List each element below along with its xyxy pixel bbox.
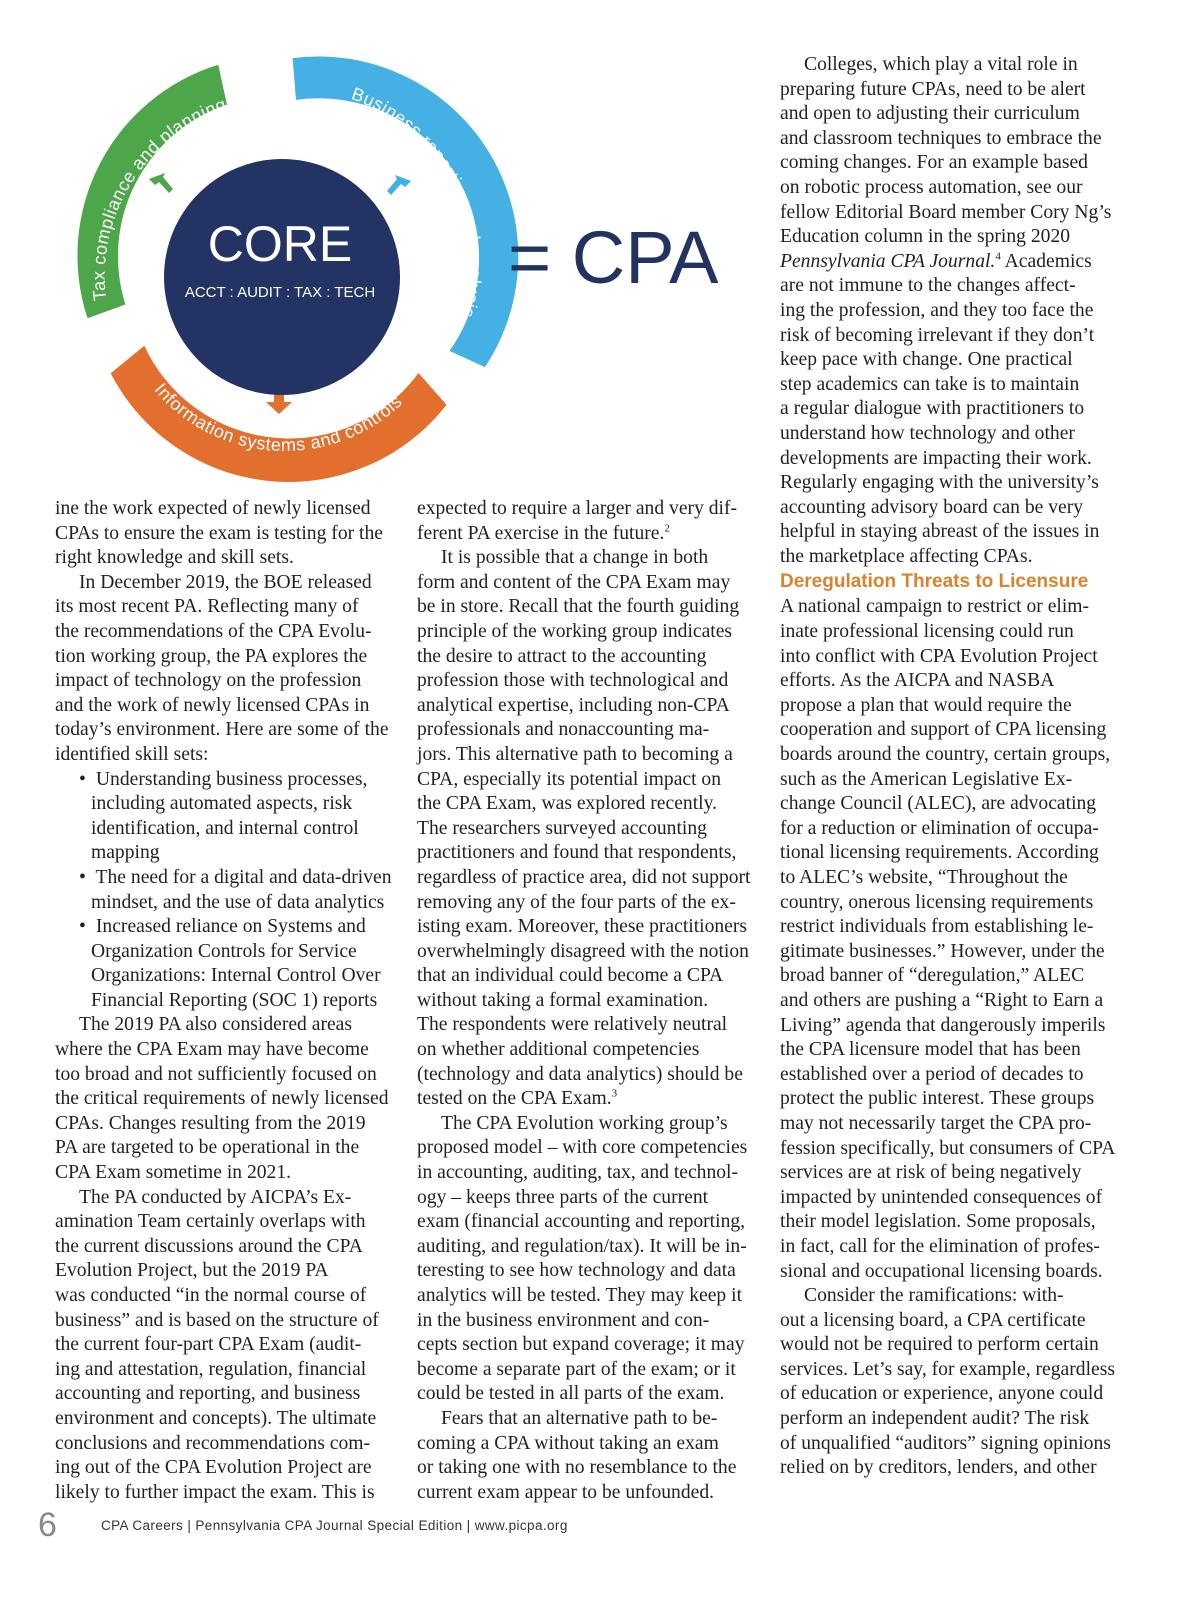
text-line: in fact, call for the elimination of profes- [780,1235,1100,1257]
text-line: to ALEC’s website, “Throughout the [780,867,1068,888]
text-line: established over a period of decades to [780,1063,1084,1085]
text-line: developments are impacting their work. [780,447,1092,469]
text-line: of education or experience, anyone could [780,1383,1104,1405]
text-line: right knowledge and skill sets. [55,547,294,569]
text-line: a regular dialogue with practitioners to [780,398,1085,420]
text-line: Fears that an alternative path to be- [441,1407,718,1429]
text-line: understand how technology and other [780,422,1075,444]
text-line: Colleges, which play a vital role in [804,54,1078,75]
text-line: Organization Controls for Service [91,940,357,962]
text-line: The researchers surveyed accounting [417,817,707,839]
text-line: PA are targeted to be operational in the [55,1137,360,1159]
text-line: form and content of the CPA Exam may [417,571,731,593]
text-line: protect the public interest. These groups [780,1088,1095,1110]
text-line: could be tested in all parts of the exam. [417,1383,725,1405]
text-line: CPAs to ensure the exam is testing for the [55,522,383,544]
text-line: conclusions and recommendations com- [55,1432,371,1454]
text-line: Academics [1000,250,1092,272]
text-line: likely to further impact the exam. This is [55,1481,375,1503]
text-line: exam (financial accounting and reporting, [417,1211,746,1233]
text-line: principle of the working group indicates [417,620,733,642]
page-number: 6 [38,1505,57,1544]
text-line: ine the work expected of newly licensed [55,498,371,519]
text-line: the current discussions around the CPA [55,1235,363,1257]
text-line: and others are pushing a “Right to Earn a [780,989,1104,1011]
text-line: Organizations: Internal Control Over [91,965,381,987]
text-line: preparing future CPAs, need to be alert [780,78,1086,100]
page-footer [38,1505,938,1545]
text-line: cooperation and support of CPA licensing [780,719,1107,741]
text-line: be in store. Recall that the fourth guiding [417,596,740,618]
text-line: environment and concepts). The ultimate [55,1407,377,1429]
text-line: Regularly engaging with the university’s [780,472,1099,494]
text-line: services. Let’s say, for example, regardless [780,1358,1115,1380]
text-line: too broad and not sufficiently focused on [55,1063,377,1085]
text-line: The CPA Evolution working group’s [441,1112,728,1134]
core-title: CORE [207,216,353,272]
text-line: the current four-part CPA Exam (audit- [55,1334,362,1356]
paragraph [55,571,405,768]
text-line: in the business environment and con- [417,1309,710,1331]
text-line: current exam appear to be unfounded. [417,1481,715,1503]
text-line: without taking a formal examination. [417,989,709,1011]
text-line: sional and occupational licensing boards. [780,1260,1103,1282]
list-item [55,768,405,866]
text-line: helpful in staying abreast of the issues in [780,521,1100,543]
text-line: perform an independent audit? The risk [780,1408,1090,1430]
text-line: keep pace with change. One practical [780,349,1073,371]
paragraph [55,1186,405,1506]
text-line: ferent PA exercise in the future. [417,522,665,544]
text-line: auditing, and regulation/tax). It will be in- [417,1235,747,1257]
text-line: the recommendations of the CPA Evolu- [55,620,372,642]
text-line: impact of technology on the profession [55,670,362,692]
text-line: Increased reliance on Systems and [95,916,366,938]
text-line: The 2019 PA also considered areas [79,1014,352,1036]
text-line: regardless of practice area, did not support [417,866,751,888]
text-line: boards around the country, certain groups, [780,744,1111,766]
paragraph [780,595,1130,1284]
text-line: impacted by unintended consequences of [780,1186,1103,1208]
text-line: Evolution Project, but the 2019 PA [55,1260,329,1282]
paragraph [780,53,1130,569]
arrow-icon-blue [387,175,411,195]
core-circle [164,159,400,395]
text-line: cepts section but expand coverage; it may [417,1334,745,1356]
section-heading: Deregulation Threats to Licensure [780,571,1089,593]
paragraph [55,1013,405,1185]
text-line: including automated aspects, risk [91,793,353,815]
text-line: and classroom techniques to embrace the [780,127,1102,149]
text-line: amination Team certainly overlaps with [55,1211,366,1233]
text-line: proposed model – with core competencies [417,1137,748,1159]
text-line: and open to adjusting their curriculum [780,103,1080,125]
text-line: become a separate part of the exam; or it [417,1358,736,1380]
text-line: the critical requirements of newly licensed [55,1088,389,1110]
text-line: practitioners and found that respondents, [417,842,737,864]
text-line: The need for a digital and data-driven [95,866,392,888]
text-line: today’s environment. Here are some of the [55,719,389,741]
footnote-ref: 2 [664,522,670,535]
text-line: (technology and data analytics) should be [417,1063,743,1085]
text-line: gitimate businesses.” However, under the [780,940,1105,962]
text-line: efforts. As the AICPA and NASBA [780,670,1055,692]
column-middle [417,497,762,1505]
text-line: out a licensing board, a CPA certificate [780,1309,1086,1331]
text-line: in accounting, auditing, tax, and technol- [417,1162,739,1184]
core-subtitle: ACCT : AUDIT : TAX : TECH [184,284,376,301]
text-line: for a reduction or elimination of occupa- [780,817,1099,839]
text-line: its most recent PA. Reflecting many of [55,596,359,618]
text-line: profession those with technological and [417,670,729,692]
text-line: mindset, and the use of data analytics [91,891,385,913]
text-line: overwhelmingly disagreed with the notion [417,940,749,962]
tax-compliance-label: Tax compliance and planning [88,93,229,302]
text-line: Living” agenda that dangerously imperils [780,1014,1106,1036]
text-line: of unqualified “auditors” signing opinions [780,1432,1111,1454]
text-line: Consider the ramifications: with- [804,1285,1064,1307]
text-line: Understanding business processes, [95,768,368,790]
text-line: fellow Editorial Board member Cory Ng’s [780,201,1112,223]
information-systems-label: Information systems and controls [150,379,406,456]
text-line: inate professional licensing could run [780,621,1074,643]
text-line: the CPA licensure model that has been [780,1039,1081,1061]
text-line: CPAs. Changes resulting from the 2019 [55,1112,366,1134]
text-line: fession specifically, but consumers of CPA [780,1137,1116,1159]
text-line: ing and attestation, regulation, financial [55,1358,367,1380]
text-line: the marketplace affecting CPAs. [780,545,1033,567]
text-line: into conflict with CPA Evolution Project [780,645,1098,667]
text-line: step academics can take is to maintain [780,373,1080,395]
text-line: accounting advisory board can be very [780,496,1084,518]
text-line: The PA conducted by AICPA’s Ex- [79,1186,352,1208]
text-line: risk of becoming irrelevant if they don’t [780,324,1095,346]
text-line: mapping [91,842,160,864]
text-line: removing any of the four parts of the ex- [417,891,736,913]
footnote-ref: 3 [611,1087,618,1100]
text-line: isting exam. Moreover, these practitioners [417,916,748,938]
text-line: the desire to attract to the accounting [417,645,707,667]
text-line: accounting and reporting, and business [55,1383,361,1405]
text-line: coming changes. For an example based [780,152,1088,174]
text-line: relied on by creditors, lenders, and other [780,1457,1097,1479]
text-line: restrict individuals from establishing le- [780,916,1094,938]
text-line: where the CPA Exam may have become [55,1039,369,1061]
text-line: that an individual could become a CPA [417,965,724,987]
text-line: CPA, especially its potential impact on [417,768,722,790]
paragraph [417,546,762,1112]
core-cpa-diagram [70,55,790,485]
text-line: CPA Exam sometime in 2021. [55,1162,292,1184]
business-reporting-label: Business reporting and analysis [348,83,486,320]
text-line: professionals and nonaccounting ma- [417,719,710,741]
text-line: jors. This alternative path to becoming a [417,743,733,765]
equals-cpa: = CPA [508,216,719,299]
text-line: propose a plan that would require the [780,694,1072,716]
skill-list [55,768,405,1014]
text-line: ogy – keeps three parts of the current [417,1186,709,1208]
text-line: business” and is based on the structure of [55,1309,379,1331]
text-line: It is possible that a change in both [441,547,709,569]
list-item [55,915,405,1013]
footer-text: CPA Careers | Pennsylvania CPA Journal Special Edition | www.picpa.org [101,1517,568,1533]
text-line: coming a CPA without taking an exam [417,1432,719,1454]
text-line: are not immune to the changes affect- [780,275,1076,297]
column-right [780,53,1130,1481]
text-line: Education column in the spring 2020 [780,226,1071,248]
paragraph [417,1407,762,1505]
text-line: the CPA Exam, was explored recently. [417,793,718,815]
paragraph [780,1284,1130,1481]
column-left [55,497,405,1505]
text-line: and the work of newly licensed CPAs in [55,694,370,716]
text-line: country, onerous licensing requirements [780,891,1094,913]
arrow-icon-green [149,173,173,193]
text-line: teresting to see how technology and data [417,1260,736,1282]
text-line: tested on the CPA Exam. [417,1088,612,1110]
text-line: A national campaign to restrict or elim- [780,596,1090,618]
text-line: change Council (ALEC), are advocating [780,793,1097,815]
text-line: The respondents were relatively neutral [417,1014,728,1036]
text-line: analytics will be tested. They may keep it [417,1285,743,1306]
text-line: would not be required to perform certain [780,1334,1099,1356]
text-line: tion working group, the PA explores the [55,645,368,667]
text-line: on whether additional competencies [417,1039,700,1061]
text-line: broad banner of “deregulation,” ALEC [780,965,1085,987]
paragraph [55,497,405,571]
text-line: such as the American Legislative Ex- [780,768,1073,790]
text-line: or taking one with no resemblance to the [417,1457,737,1479]
text-line: analytical expertise, including non-CPA [417,694,730,716]
text-line: may not necessarily target the CPA pro- [780,1112,1092,1134]
text-line: expected to require a larger and very dif- [417,498,738,519]
text-line: their model legislation. Some proposals, [780,1211,1096,1233]
text-line: ing the profession, and they too face the [780,299,1094,321]
text-line: In December 2019, the BOE released [79,571,372,593]
text-line: on robotic process automation, see our [780,176,1083,198]
footnote-ref: 4 [995,250,1001,263]
paragraph [417,497,762,546]
journal-title: Pennsylvania CPA Journal. [780,250,996,272]
text-line: Financial Reporting (SOC 1) reports [91,989,378,1011]
text-line: ing out of the CPA Evolution Project are [55,1457,372,1479]
text-line: was conducted “in the normal course of [55,1285,367,1306]
text-line: identified skill sets: [55,743,209,765]
text-line: tional licensing requirements. According [780,842,1099,864]
text-line: services are at risk of being negatively [780,1162,1082,1184]
list-item [55,866,405,915]
text-line: identification, and internal control [91,817,359,839]
paragraph [417,1112,762,1407]
